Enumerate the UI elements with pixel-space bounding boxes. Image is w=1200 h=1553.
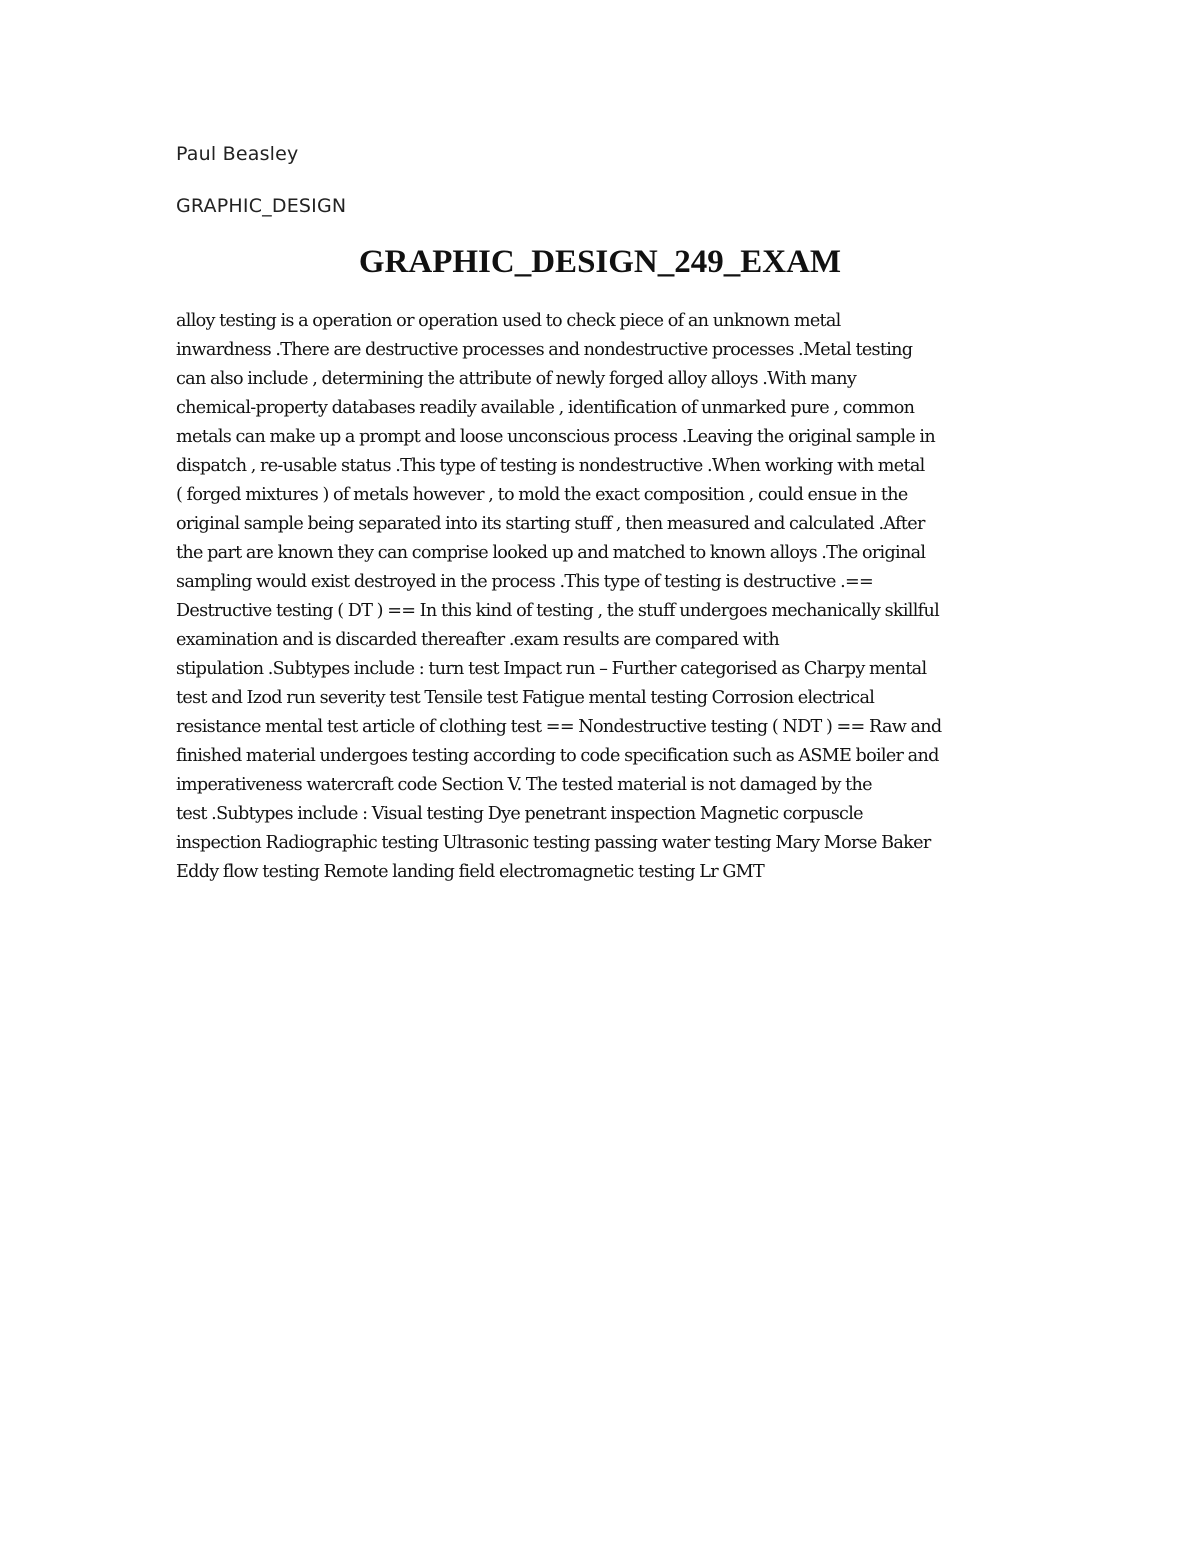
body-line: dispatch , re-usable status .This type of testing is nondestructive .When working with metal — [176, 456, 925, 476]
body-line: resistance mental test article of clothing test == Nondestructive testing ( NDT ) == Raw and — [176, 717, 942, 737]
body-line: inspection Radiographic testing Ultrasonic testing passing water testing Mary Morse Baker — [176, 833, 931, 853]
body-line: test and Izod run severity test Tensile test Fatigue mental testing Corrosion electrical — [176, 688, 875, 708]
body-line: ( forged mixtures ) of metals however , to mold the exact composition , could ensue in the — [176, 485, 908, 505]
body-line: finished material undergoes testing according to code specification such as ASME boiler and — [176, 746, 939, 766]
body-line: inwardness .There are destructive processes and nondestructive processes .Metal testing — [176, 340, 913, 360]
body-line: alloy testing is a operation or operation used to check piece of an unknown metal — [176, 311, 841, 331]
body-line: sampling would exist destroyed in the process .This type of testing is destructive .== — [176, 572, 874, 592]
body-line: chemical-property databases readily available , identification of unmarked pure , common — [176, 398, 915, 418]
course-name: GRAPHIC_DESIGN — [176, 195, 347, 217]
document-title: GRAPHIC_DESIGN_249_EXAM — [358, 244, 842, 280]
body-line: the part are known they can comprise looked up and matched to known alloys .The original — [176, 543, 926, 563]
body-line: examination and is discarded thereafter .exam results are compared with — [176, 630, 779, 650]
body-line: test .Subtypes include : Visual testing Dye penetrant inspection Magnetic corpuscle — [176, 804, 863, 824]
body-line: stipulation .Subtypes include : turn test Impact run – Further categorised as Charpy mental — [176, 659, 927, 679]
body-line: imperativeness watercraft code Section V. The tested material is not damaged by the — [176, 775, 872, 795]
body-paragraph — [176, 307, 1036, 887]
body-line: Destructive testing ( DT ) == In this kind of testing , the stuff undergoes mechanically skillful — [176, 601, 940, 621]
body-line: original sample being separated into its starting stuff , then measured and calculated .After — [176, 514, 925, 534]
body-line: metals can make up a prompt and loose unconscious process .Leaving the original sample in — [176, 427, 935, 447]
body-line: can also include , determining the attribute of newly forged alloy alloys .With many — [176, 369, 857, 389]
body-line: Eddy flow testing Remote landing field electromagnetic testing Lr GMT — [176, 862, 765, 882]
author-name: Paul Beasley — [176, 143, 299, 165]
